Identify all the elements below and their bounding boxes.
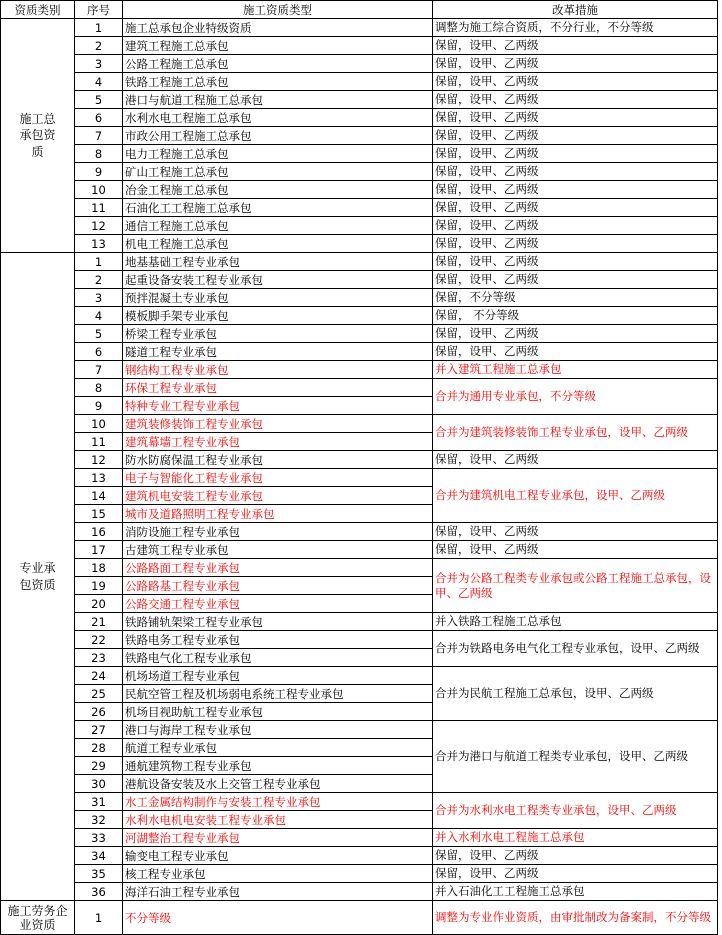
row-number: 32 (75, 811, 123, 829)
reform-measure: 保留，设甲、乙两级 (433, 73, 718, 91)
row-number: 33 (75, 829, 123, 847)
qualification-type: 冶金工程施工总承包 (123, 181, 433, 199)
reform-measure: 保留，设甲、乙两级 (433, 865, 718, 883)
row-number: 20 (75, 595, 123, 613)
header-row (1, 1, 718, 19)
table-row (1, 883, 718, 901)
reform-measure: 合并为水利水电工程类专业承包，设甲、乙两级 (433, 793, 718, 829)
reform-measure: 保留，设甲、乙两级 (433, 145, 718, 163)
table-row (1, 289, 718, 307)
table-row (1, 325, 718, 343)
qualification-type: 港口与航道工程施工总承包 (123, 91, 433, 109)
row-number: 16 (75, 523, 123, 541)
row-number: 12 (75, 217, 123, 235)
reform-measure: 保留，设甲、乙两级 (433, 37, 718, 55)
qualification-type: 公路工程施工总承包 (123, 55, 433, 73)
qualification-type: 输变电工程专业承包 (123, 847, 433, 865)
reform-measure: 保留，设甲、乙两级 (433, 163, 718, 181)
row-number: 34 (75, 847, 123, 865)
reform-measure: 保留，设甲、乙两级 (433, 523, 718, 541)
table-row (1, 415, 718, 433)
reform-measure: 并入建筑工程施工总承包 (433, 361, 718, 379)
table-row (1, 91, 718, 109)
table-row (1, 631, 718, 649)
qualification-type: 矿山工程施工总承包 (123, 163, 433, 181)
qualification-type: 铁路电务工程专业承包 (123, 631, 433, 649)
table-row (1, 613, 718, 631)
qualification-type: 水利水电机电安装工程专业承包 (123, 811, 433, 829)
qualification-type: 隧道工程专业承包 (123, 343, 433, 361)
reform-measure: 合并为公路工程类专业承包或公路工程施工总承包，设甲、乙两级 (433, 559, 718, 613)
row-number: 28 (75, 739, 123, 757)
row-number: 17 (75, 541, 123, 559)
table-row (1, 55, 718, 73)
row-number: 6 (75, 109, 123, 127)
row-number: 13 (75, 235, 123, 253)
table-row (1, 217, 718, 235)
table-row (1, 73, 718, 91)
qualification-type: 民航空管工程及机场弱电系统工程专业承包 (123, 685, 433, 703)
reform-measure: 保留，设甲、乙两级 (433, 199, 718, 217)
qualification-type: 环保工程专业承包 (123, 379, 433, 397)
row-number: 7 (75, 361, 123, 379)
row-number: 3 (75, 55, 123, 73)
qualification-type: 水利水电工程施工总承包 (123, 109, 433, 127)
row-number: 1 (75, 19, 123, 37)
reform-measure: 并入水利水电工程施工总承包 (433, 829, 718, 847)
row-number: 26 (75, 703, 123, 721)
qualification-type: 港航设备安装及水上交管工程专业承包 (123, 775, 433, 793)
row-number: 24 (75, 667, 123, 685)
qualification-type: 城市及道路照明工程专业承包 (123, 505, 433, 523)
reform-measure: 保留，设甲、乙两级 (433, 847, 718, 865)
table-row (1, 793, 718, 811)
qualification-type: 河湖整治工程专业承包 (123, 829, 433, 847)
table-row (1, 253, 718, 271)
row-number: 2 (75, 271, 123, 289)
table-row (1, 127, 718, 145)
table-row (1, 865, 718, 883)
row-number: 4 (75, 73, 123, 91)
table-row (1, 829, 718, 847)
table-row (1, 379, 718, 397)
qualification-type: 公路路面工程专业承包 (123, 559, 433, 577)
table-row (1, 343, 718, 361)
row-number: 31 (75, 793, 123, 811)
table-row (1, 271, 718, 289)
qualification-type: 模板脚手架专业承包 (123, 307, 433, 325)
qualification-type: 铁路电气化工程专业承包 (123, 649, 433, 667)
row-number: 18 (75, 559, 123, 577)
row-number: 7 (75, 127, 123, 145)
row-number: 5 (75, 325, 123, 343)
table-row (1, 901, 718, 935)
row-number: 15 (75, 505, 123, 523)
qualification-type: 建筑工程施工总承包 (123, 37, 433, 55)
qualification-type: 机场目视助航工程专业承包 (123, 703, 433, 721)
qualification-type: 电力工程施工总承包 (123, 145, 433, 163)
reform-measure: 保留，设甲、乙两级 (433, 253, 718, 271)
table-row (1, 451, 718, 469)
qualification-type: 港口与海岸工程专业承包 (123, 721, 433, 739)
table-row (1, 181, 718, 199)
row-number: 3 (75, 289, 123, 307)
reform-measure: 并入铁路工程施工总承包 (433, 613, 718, 631)
qualification-type: 桥梁工程专业承包 (123, 325, 433, 343)
qualification-type: 石油化工工程施工总承包 (123, 199, 433, 217)
reform-measure: 合并为建筑装修装饰工程专业承包，设甲、乙两级 (433, 415, 718, 451)
reform-measure: 合并为通用专业承包，不分等级 (433, 379, 718, 415)
qualification-type: 地基基础工程专业承包 (123, 253, 433, 271)
qualification-type: 建筑幕墙工程专业承包 (123, 433, 433, 451)
qualification-type: 公路交通工程专业承包 (123, 595, 433, 613)
qualification-type: 机场场道工程专业承包 (123, 667, 433, 685)
qualification-type: 水工金属结构制作与安装工程专业承包 (123, 793, 433, 811)
row-number: 9 (75, 397, 123, 415)
table-row (1, 541, 718, 559)
row-number: 10 (75, 181, 123, 199)
reform-measure: 合并为民航工程施工总承包，设甲、乙两级 (433, 667, 718, 721)
qualification-type: 消防设施工程专业承包 (123, 523, 433, 541)
reform-measure: 调整为施工综合资质，不分行业，不分等级 (433, 19, 718, 37)
row-number: 14 (75, 487, 123, 505)
table-row (1, 523, 718, 541)
row-number: 36 (75, 883, 123, 901)
table-row (1, 145, 718, 163)
row-number: 6 (75, 343, 123, 361)
category-special: 专业承包资质 (1, 253, 75, 901)
reform-measure: 合并为建筑机电工程专业承包，设甲、乙两级 (433, 469, 718, 523)
table-row (1, 559, 718, 577)
qualification-type: 预拌混凝土专业承包 (123, 289, 433, 307)
qualification-type: 电子与智能化工程专业承包 (123, 469, 433, 487)
qualification-type: 钢结构工程专业承包 (123, 361, 433, 379)
row-number: 29 (75, 757, 123, 775)
table-row (1, 199, 718, 217)
row-number: 11 (75, 433, 123, 451)
qualification-type: 古建筑工程专业承包 (123, 541, 433, 559)
qualification-type: 通航建筑物工程专业承包 (123, 757, 433, 775)
row-number: 1 (75, 901, 123, 935)
row-number: 5 (75, 91, 123, 109)
table-row (1, 19, 718, 37)
row-number: 23 (75, 649, 123, 667)
table-row (1, 37, 718, 55)
reform-measure: 保留，设甲、乙两级 (433, 91, 718, 109)
table-row (1, 847, 718, 865)
qualification-type: 公路路基工程专业承包 (123, 577, 433, 595)
row-number: 19 (75, 577, 123, 595)
reform-measure: 保留，设甲、乙两级 (433, 343, 718, 361)
table-row (1, 469, 718, 487)
header-category: 资质类别 (1, 1, 75, 19)
table-row (1, 235, 718, 253)
qualification-type: 起重设备安装工程专业承包 (123, 271, 433, 289)
qualification-type: 铁路铺轨架梁工程专业承包 (123, 613, 433, 631)
category-general: 施工总承包资质 (1, 19, 75, 253)
row-number: 10 (75, 415, 123, 433)
row-number: 1 (75, 253, 123, 271)
row-number: 2 (75, 37, 123, 55)
row-number: 22 (75, 631, 123, 649)
reform-measure: 保留，设甲、乙两级 (433, 109, 718, 127)
reform-measure: 保留， 不分等级 (433, 307, 718, 325)
header-type: 施工资质类型 (123, 1, 433, 19)
row-number: 4 (75, 307, 123, 325)
reform-measure: 保留，设甲、乙两级 (433, 181, 718, 199)
reform-measure: 调整为专业作业资质，由审批制改为备案制，不分等级 (433, 901, 718, 935)
header-number: 序号 (75, 1, 123, 19)
row-number: 25 (75, 685, 123, 703)
table-row (1, 307, 718, 325)
qualification-type: 建筑装修装饰工程专业承包 (123, 415, 433, 433)
reform-measure: 保留，设甲、乙两级 (433, 217, 718, 235)
reform-measure: 保留，不分等级 (433, 289, 718, 307)
reform-measure: 保留，设甲、乙两级 (433, 271, 718, 289)
reform-measure: 保留，设甲、乙两级 (433, 127, 718, 145)
qualification-type: 施工总承包企业特级资质 (123, 19, 433, 37)
row-number: 13 (75, 469, 123, 487)
reform-measure: 保留，设甲、乙两级 (433, 451, 718, 469)
row-number: 11 (75, 199, 123, 217)
qualification-type: 航道工程专业承包 (123, 739, 433, 757)
row-number: 9 (75, 163, 123, 181)
row-number: 8 (75, 145, 123, 163)
category-labor: 施工劳务企业资质 (1, 901, 75, 935)
row-number: 27 (75, 721, 123, 739)
qualification-type: 特种专业工程专业承包 (123, 397, 433, 415)
table-row (1, 109, 718, 127)
qualification-type: 防水防腐保温工程专业承包 (123, 451, 433, 469)
qualification-type: 通信工程施工总承包 (123, 217, 433, 235)
qualification-type: 铁路工程施工总承包 (123, 73, 433, 91)
header-measure: 改革措施 (433, 1, 718, 19)
table-row (1, 721, 718, 739)
qualification-type: 不分等级 (123, 901, 433, 935)
row-number: 21 (75, 613, 123, 631)
reform-measure: 合并为港口与航道工程类专业承包，设甲、乙两级 (433, 721, 718, 793)
row-number: 35 (75, 865, 123, 883)
table-row (1, 163, 718, 181)
reform-measure: 保留，设甲、乙两级 (433, 541, 718, 559)
row-number: 30 (75, 775, 123, 793)
reform-measure: 并入石油化工工程施工总承包 (433, 883, 718, 901)
reform-measure: 保留，设甲、乙两级 (433, 325, 718, 343)
table-row (1, 667, 718, 685)
reform-measure: 保留，设甲、乙两级 (433, 55, 718, 73)
row-number: 8 (75, 379, 123, 397)
qualification-type: 市政公用工程施工总承包 (123, 127, 433, 145)
qualification-type: 核工程专业承包 (123, 865, 433, 883)
reform-measure: 保留，设甲、乙两级 (433, 235, 718, 253)
reform-measure: 合并为铁路电务电气化工程专业承包，设甲、乙两级 (433, 631, 718, 667)
qualification-type: 海洋石油工程专业承包 (123, 883, 433, 901)
table-row (1, 361, 718, 379)
row-number: 12 (75, 451, 123, 469)
qualification-type: 机电工程施工总承包 (123, 235, 433, 253)
qualification-type: 建筑机电安装工程专业承包 (123, 487, 433, 505)
